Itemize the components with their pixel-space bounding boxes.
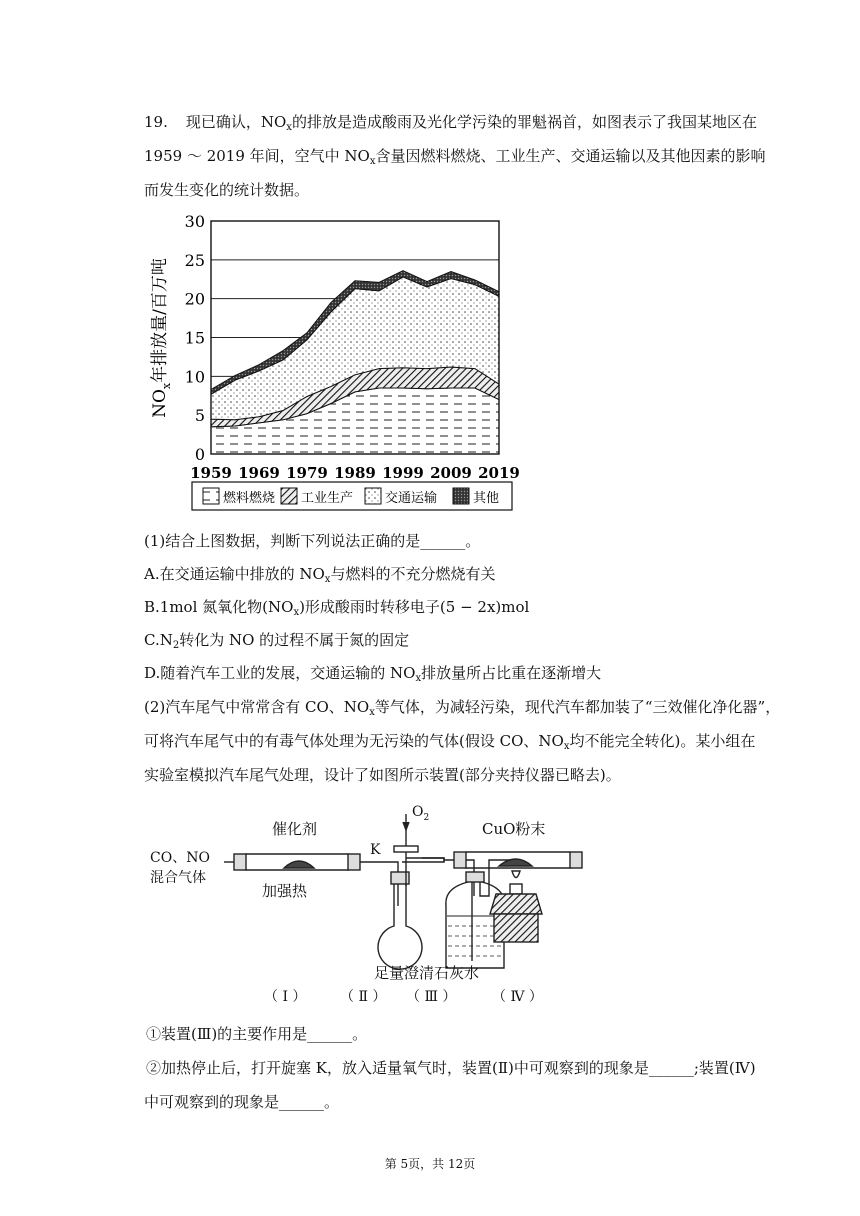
- question-number: 19.: [144, 113, 168, 131]
- o2-label: $O_2$: [412, 804, 430, 823]
- chart-legend: [192, 482, 512, 510]
- alcohol-lamp: [490, 871, 542, 942]
- legend-swatch: [453, 488, 469, 504]
- legend-label: 工业生产: [301, 491, 354, 506]
- nox-emission-chart: [145, 208, 535, 518]
- part2-line-2: 可将汽车尾气中的有毒气体处理为无污染的气体(假设 CO、$NO_x$均不能完全转化)。某小组在: [144, 732, 756, 752]
- stopper: [348, 854, 360, 870]
- x-tick-label: 1979: [286, 464, 328, 482]
- subquestion-1: ①装置(Ⅲ)的主要作用是______。: [146, 1025, 368, 1043]
- option-a: A.在交通运输中排放的 $NO_x$与燃料的不充分燃烧有关: [144, 565, 496, 585]
- catalyst-label: 催化剂: [272, 820, 318, 838]
- y-axis-label: $NO_x$年排放量/百万吨: [150, 258, 173, 418]
- apparatus-label-1: （ Ⅰ ）: [264, 989, 307, 1005]
- subquestion-2-line-1: ②加热停止后，打开旋塞 K，放入适量氧气时，装置(Ⅱ)中可观察到的现象是______;装置(Ⅳ): [146, 1059, 756, 1077]
- legend-label: 其他: [473, 491, 500, 506]
- part2-line-3: 实验室模拟汽车尾气处理，设计了如图所示装置(部分夹持仪器已略去)。: [144, 766, 621, 784]
- option-c: $C.N_2$转化为 NO 的过程不属于氮的固定: [144, 631, 410, 651]
- y-tick-label: 20: [184, 289, 205, 309]
- y-tick-label: 0: [194, 445, 205, 464]
- apparatus-label-2: （ Ⅱ ）: [340, 989, 387, 1005]
- intro-text: 而发生变化的统计数据。: [144, 181, 310, 199]
- valve-k: [394, 846, 418, 852]
- flask-2: [378, 872, 422, 969]
- intro-text: 含量因燃料燃烧、工业生产、交通运输以及其他因素的影响: [375, 147, 766, 165]
- apparatus-label-4: （ Ⅳ ）: [492, 989, 543, 1005]
- y-tick-label: 15: [184, 328, 205, 348]
- question-line-2: [144, 146, 766, 172]
- legend-swatch: [203, 488, 219, 504]
- valve-label: K: [370, 842, 381, 858]
- gas-label: 混合气体: [150, 870, 206, 886]
- option-d: D.随着汽车工业的发展，交通运输的 $NO_x$排放量所占比重在逐渐增大: [144, 664, 602, 684]
- y-tick-label: 25: [184, 250, 205, 270]
- legend-label: 交通运输: [385, 491, 438, 506]
- x-tick-label: 1999: [382, 464, 424, 482]
- x-tick-label: 2009: [430, 464, 472, 482]
- heat-label: 加强热: [262, 882, 308, 900]
- intro-text: 1959 ～ 2019 年间，空气中 NO: [144, 147, 370, 165]
- intro-text: 的排放是造成酸雨及光化学污染的罪魁祸首，如图表示了我国某地区在: [291, 113, 757, 131]
- subquestion-2-line-2: 中可观察到的现象是______。: [144, 1093, 340, 1111]
- x-tick-label: 1989: [334, 464, 376, 482]
- legend-swatch: [281, 488, 297, 504]
- part2-line-1: (2)汽车尾气中常常含有 CO、$NO_x$等气体，为减轻污染，现代汽车都加装了“三效催化净化器”，: [144, 698, 781, 718]
- x-tick-label: 1969: [238, 464, 280, 482]
- subscript: x: [286, 122, 292, 133]
- page-footer: 第 5页，共 12页: [384, 1157, 476, 1171]
- y-tick-label: 10: [184, 367, 205, 387]
- question-line-1: [144, 112, 757, 138]
- x-tick-label: 1959: [190, 464, 232, 482]
- intro-text: 现已确认，NO: [185, 113, 287, 131]
- y-tick-label: 5: [194, 406, 205, 426]
- catalyst-pile: [284, 861, 314, 868]
- apparatus-diagram: [144, 796, 584, 1011]
- subscript: x: [369, 156, 376, 167]
- option-b: B.1mol 氮氧化物$(NO_x)$形成酸雨时转移电子(5 − 2x)mol: [144, 598, 530, 618]
- apparatus-label-3: （ Ⅲ ）: [406, 989, 457, 1005]
- x-tick-label: 2019: [478, 464, 520, 482]
- stopper: [234, 854, 246, 870]
- limewater-label: 足量澄清石灰水: [374, 964, 480, 982]
- legend-swatch: [365, 488, 381, 504]
- y-tick-label: 30: [184, 212, 205, 231]
- cuo-label: CuO粉末: [482, 820, 546, 838]
- part1-stem: (1)结合上图数据，判断下列说法正确的是______。: [144, 532, 481, 550]
- gas-label: CO、NO: [150, 850, 210, 866]
- legend-label: 燃料燃烧: [223, 491, 276, 506]
- question-line-3: [144, 180, 309, 200]
